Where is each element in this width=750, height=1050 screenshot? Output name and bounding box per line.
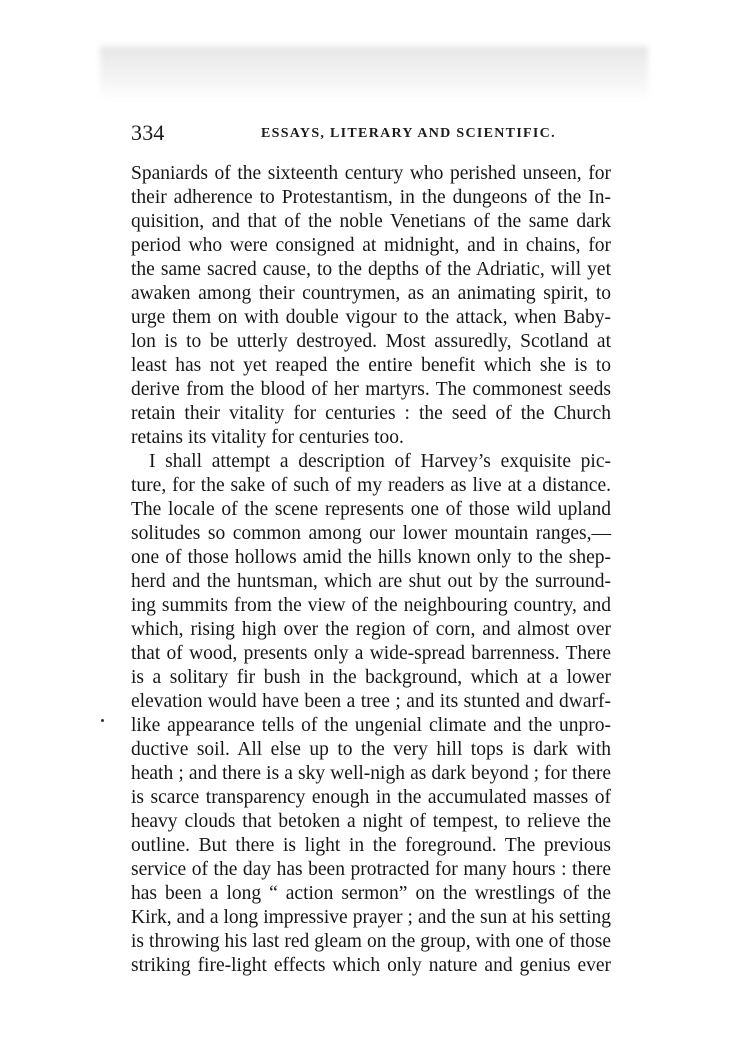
text-line: the same sacred cause, to the depths of the Adriatic, will yet	[131, 259, 611, 280]
text-line: derive from the blood of her martyrs. The commonest seeds	[131, 379, 611, 400]
text-line: retain their vitality for centuries : the seed of the Church	[131, 403, 611, 424]
text-line: Spaniards of the sixteenth century who perished unseen, for	[131, 163, 611, 184]
text-line: striking fire-light effects which only nature and genius ever	[131, 955, 611, 976]
text-line: herd and the huntsman, which are shut out by the surround-	[131, 571, 611, 592]
text-line: outline. But there is light in the foreground. The previous	[131, 835, 611, 856]
page-number: 334	[131, 120, 165, 145]
margin-speck	[101, 719, 104, 722]
text-line: one of those hollows amid the hills known only to the shep-	[131, 547, 611, 568]
text-line: retains its vitality for centuries too.	[131, 427, 404, 448]
text-line: Kirk, and a long impressive prayer ; and the sun at his setting	[131, 907, 611, 928]
text-line: is scarce transparency enough in the accumulated masses of	[131, 787, 611, 808]
body-text	[131, 162, 611, 978]
text-line: their adherence to Protestantism, in the dungeons of the In-	[131, 187, 611, 208]
paragraph-2	[131, 450, 611, 978]
text-line: like appearance tells of the ungenial climate and the unpro-	[131, 715, 611, 736]
text-line: awaken among their countrymen, as an animating spirit, to	[131, 283, 611, 304]
text-line: service of the day has been protracted for many hours : there	[131, 859, 611, 880]
text-line: heath ; and there is a sky well-nigh as dark beyond ; for there	[131, 763, 611, 784]
text-line: is throwing his last red gleam on the group, with one of those	[131, 931, 611, 952]
text-line: quisition, and that of the noble Venetians of the same dark	[131, 211, 611, 232]
running-title: ESSAYS, LITERARY AND SCIENTIFIC.	[261, 126, 556, 141]
scan-shadow	[100, 46, 648, 98]
text-line: ductive soil. All else up to the very hill tops is dark with	[131, 739, 611, 760]
text-line: is a solitary fir bush in the background, which at a lower	[131, 667, 611, 688]
text-line: ing summits from the view of the neighbouring country, and	[131, 595, 611, 616]
text-line: I shall attempt a description of Harvey’s exquisite pic-	[149, 451, 611, 472]
text-line: which, rising high over the region of corn, and almost over	[131, 619, 611, 640]
text-line: solitudes so common among our lower mountain ranges,—	[131, 523, 611, 544]
text-line: period who were consigned at midnight, and in chains, for	[131, 235, 611, 256]
text-line: ture, for the sake of such of my readers as live at a distance.	[131, 475, 611, 496]
text-line: has been a long “ action sermon” on the wrestlings of the	[131, 883, 611, 904]
text-line: least has not yet reaped the entire benefit which she is to	[131, 355, 611, 376]
running-header	[131, 118, 611, 148]
text-line: urge them on with double vigour to the attack, when Baby-	[131, 307, 611, 328]
text-line: that of wood, presents only a wide-spread barrenness. There	[131, 643, 611, 664]
text-line: heavy clouds that betoken a night of tempest, to relieve the	[131, 811, 611, 832]
paragraph-1	[131, 162, 611, 450]
text-line: elevation would have been a tree ; and its stunted and dwarf-	[131, 691, 611, 712]
text-line: lon is to be utterly destroyed. Most assuredly, Scotland at	[131, 331, 611, 352]
text-line: The locale of the scene represents one of those wild upland	[131, 499, 611, 520]
